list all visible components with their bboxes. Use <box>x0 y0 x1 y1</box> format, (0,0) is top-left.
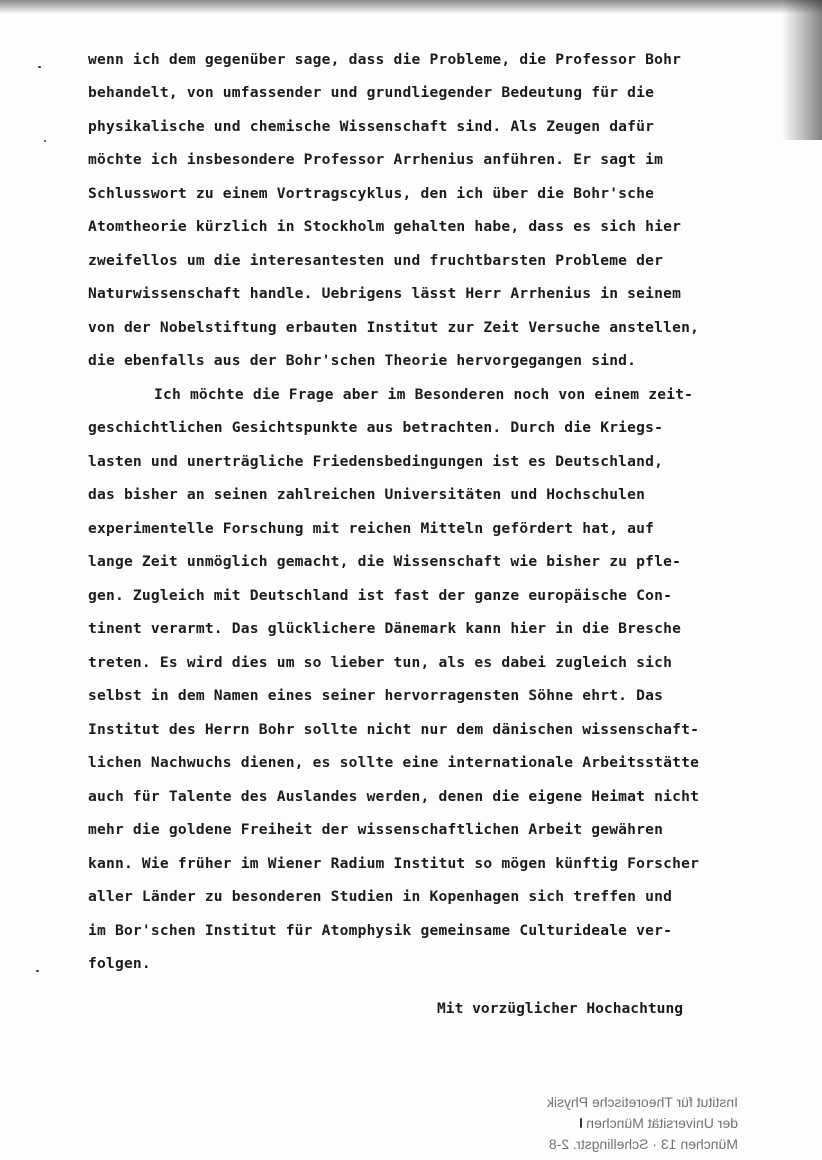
body-line: lange Zeit unmöglich gemacht, die Wissenschaft wie bisher zu pfle- <box>88 553 682 570</box>
body-line: behandelt, von umfassender und grundliegender Bedeutung für die <box>88 84 655 101</box>
body-line: auch für Talente des Auslandes werden, denen die eigene Heimat nicht <box>88 788 700 805</box>
body-line: die ebenfalls aus der Bohr'schen Theorie hervorgegangen sind. <box>88 352 637 369</box>
body-line: zweifellos um die interesantesten und fruchtbarsten Probleme der <box>88 252 664 269</box>
body-line: tinent verarmt. Das glücklichere Dänemark kann hier in die Bresche <box>88 620 682 637</box>
body-line: mehr die goldene Freiheit der wissenschaftlichen Arbeit gewähren <box>88 821 664 838</box>
body-line: geschichtlichen Gesichtspunkte aus betrachten. Durch die Kriegs- <box>88 419 664 436</box>
body-line: lichen Nachwuchs dienen, es sollte eine internationale Arbeitsstätte <box>88 754 700 771</box>
scan-speck <box>38 66 41 68</box>
stamp-line: Institut für Theoretische Physik <box>546 1094 738 1110</box>
scan-shadow-right <box>782 0 822 140</box>
body-line: im Bor'schen Institut für Atomphysik gemeinsame Culturideale ver- <box>88 922 673 939</box>
institute-stamp-mirrored <box>478 1092 738 1158</box>
body-line: Atomtheorie kürzlich in Stockholm gehalten habe, dass es sich hier <box>88 218 682 235</box>
body-line: möchte ich insbesondere Professor Arrhenius anführen. Er sagt im <box>88 151 664 168</box>
body-line: Naturwissenschaft handle. Uebrigens lässt Herr Arrhenius in seinem <box>88 285 682 302</box>
body-line: von der Nobelstiftung erbauten Institut zur Zeit Versuche anstellen, <box>88 319 700 336</box>
scan-shadow-top <box>0 0 822 14</box>
body-line: treten. Es wird dies um so lieber tun, als es dabei zugleich sich <box>88 654 673 671</box>
body-line: gen. Zugleich mit Deutschland ist fast der ganze europäische Con- <box>88 587 673 604</box>
scan-speck <box>580 1118 582 1128</box>
paragraph-start-line: Ich möchte die Frage aber im Besonderen noch von einem zeit- <box>154 386 694 403</box>
stamp-line: der Universität München <box>586 1115 738 1131</box>
body-line: das bisher an seinen zahlreichen Universitäten und Hochschulen <box>88 486 646 503</box>
body-line: Institut des Herrn Bohr sollte nicht nur dem dänischen wissenschaft- <box>88 721 700 738</box>
body-line: physikalische und chemische Wissenschaft sind. Als Zeugen dafür <box>88 118 655 135</box>
body-line: aller Länder zu besonderen Studien in Kopenhagen sich treffen und <box>88 888 673 905</box>
stamp-line: München 13 · Schellingstr. 2-8 <box>548 1136 738 1152</box>
body-line: selbst in dem Namen eines seiner hervorragensten Söhne ehrt. Das <box>88 687 664 704</box>
body-line: kann. Wie früher im Wiener Radium Institut so mögen künftig Forscher <box>88 855 700 872</box>
body-line: wenn ich dem gegenüber sage, dass die Probleme, die Professor Bohr <box>88 51 682 68</box>
scan-speck <box>36 970 39 972</box>
body-line: lasten und unerträgliche Friedensbedingungen ist es Deutschland, <box>88 453 664 470</box>
body-line: experimentelle Forschung mit reichen Mitteln gefördert hat, auf <box>88 520 655 537</box>
scan-speck <box>44 140 46 142</box>
body-line: Schlusswort zu einem Vortragscyklus, den ich über die Bohr'sche <box>88 185 655 202</box>
closing-salutation: Mit vorzüglicher Hochachtung <box>437 1000 684 1017</box>
body-line: folgen. <box>88 955 151 972</box>
